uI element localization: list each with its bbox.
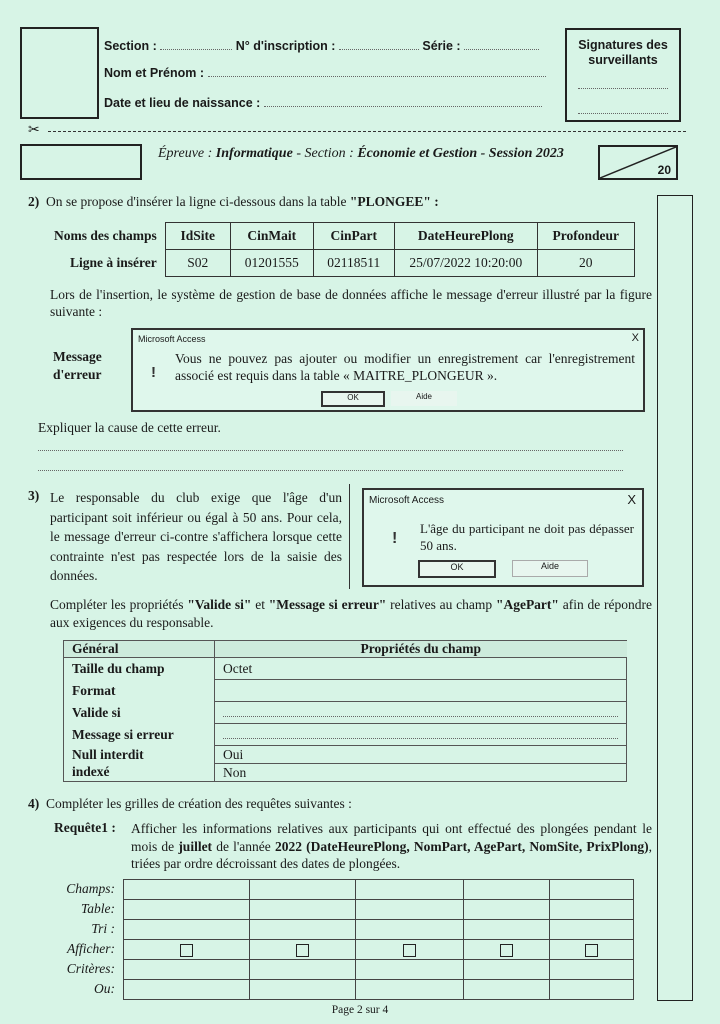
- q2-table-name: "PLONGEE" :: [349, 194, 439, 209]
- help-button[interactable]: Aide: [391, 391, 457, 406]
- grid-cell[interactable]: [464, 880, 550, 900]
- grid-cell[interactable]: [124, 880, 250, 900]
- props-header: [64, 641, 627, 658]
- cut-line: [48, 131, 686, 132]
- instr-text: et: [251, 597, 269, 612]
- row-label: Ligne à insérer: [70, 255, 157, 270]
- warning-icon: !: [151, 364, 156, 381]
- grid-row: [124, 880, 634, 900]
- table-row: [64, 702, 627, 724]
- prop-value-message-si-erreur[interactable]: [215, 724, 627, 746]
- date-field[interactable]: [264, 96, 542, 107]
- grid-row: [124, 900, 634, 920]
- close-icon[interactable]: X: [631, 332, 639, 344]
- show-checkbox[interactable]: [585, 944, 598, 957]
- q3-instruction: [50, 596, 652, 632]
- q4-text: Compléter les grilles de création des requêtes suivantes :: [46, 796, 352, 811]
- epreuve-line: [158, 146, 564, 162]
- table-row: [50, 223, 634, 250]
- nom-label: Nom et Prénom :: [104, 66, 205, 80]
- message-label: [53, 348, 102, 384]
- grid-label: Critères:: [66, 961, 115, 976]
- request-text: [131, 820, 652, 873]
- cell-value: 01201555: [230, 250, 313, 277]
- score-box: [598, 145, 678, 180]
- grid-cell[interactable]: [550, 880, 634, 900]
- section-field[interactable]: [160, 39, 232, 50]
- table-row: [64, 746, 627, 764]
- column-header: DateHeurePlong: [394, 223, 537, 250]
- dialog-title: Microsoft Access: [369, 495, 445, 506]
- inscription-label: N° d'inscription :: [235, 39, 336, 53]
- show-checkbox[interactable]: [180, 944, 193, 957]
- show-checkbox[interactable]: [296, 944, 309, 957]
- epreuve-prefix: Épreuve :: [158, 146, 213, 161]
- grid-row: [124, 960, 634, 980]
- section-value: Économie et Gestion - Session 2023: [357, 146, 564, 161]
- dialog-message: Vous ne pouvez pas ajouter ou modifier un enregistrement car l'enregistrement associé est requis dans la table « MAITRE_PLONGEUR ».: [175, 351, 635, 383]
- nom-line: [104, 66, 546, 80]
- grid-cell[interactable]: [250, 880, 356, 900]
- message-label-2: d'erreur: [53, 367, 102, 382]
- props-header-label: Propriétés du champ: [215, 641, 627, 658]
- instr-text: Compléter les propriétés: [50, 597, 188, 612]
- query-grid-table: [123, 879, 634, 1000]
- table-row: [64, 658, 627, 680]
- section-label: Section :: [104, 39, 157, 53]
- signature-line[interactable]: [578, 78, 668, 89]
- grid-cell[interactable]: [550, 960, 634, 980]
- prop-value-valide-si[interactable]: [215, 702, 627, 724]
- dialog-message: L'âge du participant ne doit pas dépasser 50 ans.: [420, 521, 634, 553]
- candidate-photo-box: [20, 27, 99, 119]
- epreuve-subject: Informatique: [215, 146, 293, 161]
- request-label: Requête1 :: [54, 820, 116, 835]
- page-number: [0, 1004, 720, 1016]
- column-header: CinPart: [313, 223, 394, 250]
- grid-cell[interactable]: [124, 900, 250, 920]
- grid-cell[interactable]: [250, 980, 356, 1000]
- anonymous-code-box: [20, 144, 142, 180]
- grid-cell[interactable]: [356, 900, 464, 920]
- table-row: [64, 680, 627, 702]
- grid-cell[interactable]: [550, 900, 634, 920]
- answer-line[interactable]: [38, 440, 623, 451]
- ok-button[interactable]: OK: [418, 560, 496, 578]
- grid-cell[interactable]: [250, 960, 356, 980]
- grid-label: Table:: [80, 901, 115, 916]
- serie-label: Série :: [422, 39, 461, 53]
- grid-label: Ou:: [94, 981, 115, 996]
- score-total: 20: [657, 163, 671, 177]
- date-label: Date et lieu de naissance :: [104, 96, 261, 110]
- grid-cell[interactable]: [356, 980, 464, 1000]
- grid-cell[interactable]: [356, 920, 464, 940]
- grid-cell[interactable]: [356, 880, 464, 900]
- inscription-field[interactable]: [339, 39, 419, 50]
- grid-cell[interactable]: [464, 920, 550, 940]
- grid-cell[interactable]: [250, 940, 356, 960]
- grid-cell[interactable]: [124, 940, 250, 960]
- grid-row: [124, 920, 634, 940]
- prop-label: Null interdit: [64, 746, 215, 764]
- cell-value: S02: [165, 250, 230, 277]
- table-row: [50, 250, 634, 277]
- instr-text: afin de répondre aux exigences du responsable.: [50, 597, 653, 630]
- prop-value[interactable]: [215, 680, 627, 702]
- cell-value: 02118511: [313, 250, 394, 277]
- section-prefix: - Section :: [296, 146, 354, 161]
- scissors-icon: ✂: [28, 123, 40, 138]
- q2-number: 2): [28, 194, 40, 209]
- grid-row: [124, 980, 634, 1000]
- nom-field[interactable]: [208, 66, 546, 77]
- serie-field[interactable]: [464, 39, 539, 50]
- close-icon[interactable]: X: [627, 492, 636, 507]
- answer-line[interactable]: [38, 460, 623, 471]
- grid-cell[interactable]: [464, 900, 550, 920]
- prop-value[interactable]: Oui: [215, 746, 627, 764]
- grid-cell[interactable]: [550, 940, 634, 960]
- q2-intro: On se propose d'insérer la ligne ci-dessous dans la table: [46, 194, 350, 209]
- table-row: [64, 724, 627, 746]
- field-properties: [63, 640, 627, 782]
- prop-label: Valide si: [64, 702, 215, 724]
- column-header: IdSite: [165, 223, 230, 250]
- instr-valide: "Valide si": [187, 597, 252, 612]
- column-header: Profondeur: [537, 223, 634, 250]
- signatures-label: Signatures des surveillants: [578, 38, 668, 67]
- instr-field: "AgePart": [495, 597, 559, 612]
- grid-cell[interactable]: [550, 920, 634, 940]
- signature-line[interactable]: [578, 103, 668, 114]
- answer-line[interactable]: [223, 730, 618, 739]
- grid-cell[interactable]: [124, 960, 250, 980]
- grid-cell[interactable]: [356, 960, 464, 980]
- signatures-box: [565, 28, 681, 122]
- show-checkbox[interactable]: [403, 944, 416, 957]
- error-dialog-1: [131, 328, 645, 412]
- warning-icon: !: [392, 530, 398, 547]
- cell-value: 20: [537, 250, 634, 277]
- prop-label: indexé: [64, 764, 215, 782]
- grid-row: [124, 940, 634, 960]
- table-row: [64, 764, 627, 782]
- prop-value[interactable]: Octet: [215, 658, 627, 680]
- grid-cell[interactable]: [250, 900, 356, 920]
- grid-cell[interactable]: [124, 980, 250, 1000]
- grid-cell[interactable]: [464, 980, 550, 1000]
- q4-heading: [28, 796, 352, 812]
- q2-heading: [28, 194, 439, 210]
- message-label-1: Message: [53, 349, 102, 364]
- divider: [349, 484, 350, 589]
- req-month: juillet: [178, 838, 213, 854]
- cell-value: 25/07/2022 10:20:00: [394, 250, 537, 277]
- prop-label: Taille du champ: [64, 658, 215, 680]
- section-line: [104, 39, 539, 53]
- grid-label: Tri :: [91, 921, 115, 936]
- error-dialog-2: [362, 488, 644, 587]
- answer-line[interactable]: [223, 708, 618, 717]
- grid-cell[interactable]: [464, 960, 550, 980]
- query-grid: [123, 879, 634, 1000]
- prop-value[interactable]: Non: [215, 764, 627, 782]
- show-checkbox[interactable]: [500, 944, 513, 957]
- tab-general[interactable]: Général: [64, 641, 215, 658]
- grid-label: Champs:: [66, 881, 115, 896]
- instr-text: relatives au champ: [386, 597, 496, 612]
- q4-number: 4): [28, 796, 40, 811]
- req-fields: 2022 (DateHeurePlong, NomPart, AgePart, NomSite, PrixPlong): [274, 838, 649, 854]
- dialog-title: Microsoft Access: [138, 334, 206, 344]
- q2-after-text: Lors de l'insertion, le système de gestion de base de données affiche le message d'erreur illustré par la figure suivante :: [50, 287, 652, 319]
- req-text: , triées par ordre décroissant des dates de plongées.: [131, 838, 653, 871]
- column-header: CinMait: [230, 223, 313, 250]
- prop-label: Message si erreur: [64, 724, 215, 746]
- instr-msg: "Message si erreur": [268, 597, 387, 612]
- fields-label: Noms des champs: [54, 228, 157, 243]
- q2-question: Expliquer la cause de cette erreur.: [38, 420, 221, 435]
- req-text: de l'année: [212, 838, 275, 854]
- page-label: Page 2 sur 4: [331, 1004, 389, 1016]
- insert-table: [50, 222, 635, 277]
- ok-button[interactable]: OK: [321, 391, 385, 407]
- grid-cell[interactable]: [124, 920, 250, 940]
- grid-cell[interactable]: [550, 980, 634, 1000]
- margin-box: [657, 195, 693, 1001]
- q3-text: Le responsable du club exige que l'âge d'un participant soit inférieur ou égal à 50 ans. Pour cela, le message d'erreur ci-contre s'affichera lorsque cette contrainte n'est pas respectée lors de la saisie des données.: [50, 490, 342, 583]
- req-text: Afficher les informations relatives aux participants qui ont effectué des plongées pendant le mois de: [131, 821, 652, 854]
- grid-label: Afficher:: [67, 941, 115, 956]
- help-button[interactable]: Aide: [512, 560, 588, 577]
- grid-cell[interactable]: [464, 940, 550, 960]
- grid-cell[interactable]: [356, 940, 464, 960]
- q3-number: 3): [28, 488, 40, 503]
- date-line: [104, 96, 542, 110]
- grid-cell[interactable]: [250, 920, 356, 940]
- prop-label: Format: [64, 680, 215, 702]
